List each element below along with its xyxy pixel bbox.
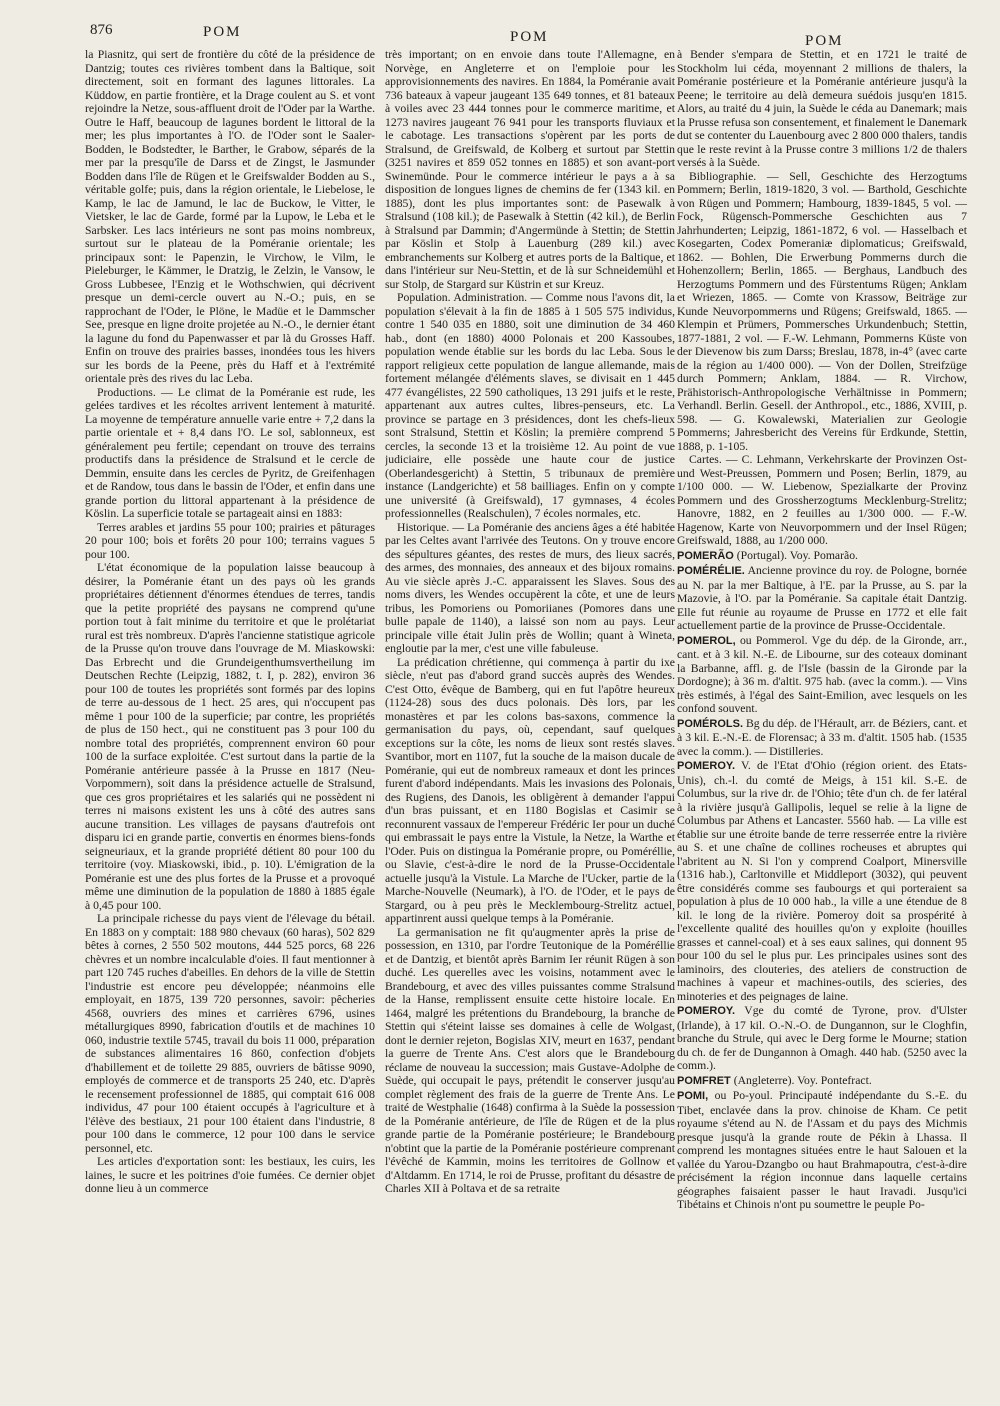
- entry-headword: POMEROL,: [677, 634, 736, 647]
- paragraph-history: Historique. — La Poméranie des anciens âges a été habitée par les Celtes avant l'arrivée des Teutons. On y trouve encore des sépultures géantes, des restes de murs, des lieux sacrés, des armes, des monnaies, des anneaux et des bijoux romains. Au vie siècle après J.-C. apparaissent les Slaves. Sous des noms divers, les Wendes occupèrent la côte, et une de leurs tribus, les Pomoriens ou Pomoriianes (Pomores dans une bulle papale de 1140), a laissé son nom au pays. Leur principale ville était Julin près de Wollin; quant à Wineta, engloutie par la mer, c'est une ville fabuleuse.: [385, 520, 675, 655]
- entry-text: (Angleterre). Voy. Pontefract.: [733, 1073, 872, 1087]
- paragraph-history-end: à Bender s'empara de Stettin, et en 1721 le traité de Stockholm lui céda, moyennant 2 millions de thalers, la Poméranie postérieure et la Poméranie antérieure jusqu'à la Peene; le territoire au delà demeura suédois jusqu'en 1815. Alors, au traité du 4 juin, la Suède le céda au Danemark; mais la Prusse refusa son consentement, et finalement le Danemark dut se contenter du Lauenbourg avec 2 800 000 thalers, tandis que le reste revint à la Prusse contre 3 millions 1/2 de thalers versés à la Suède.: [677, 48, 967, 169]
- paragraph-commerce: très important; on en envoie dans toute l'Allemagne, en Norvège, en Angleterre et on l'emploie pour les approvisionnements des navires. En 1884, la Poméranie avait 736 bateaux à vapeur jaugeant 135 649 tonnes, et 81 bateaux à voiles avec 23 444 tonnes pour le commerce maritime, et 1273 navires jaugeant 76 941 pour les transports fluviaux et le cabotage. Les transactions s'opèrent par les ports de Stralsund, de Greifswald, de Kolberg et surtout par Stettin (3251 navires et 859 052 tonnes en 1885) et son avant-port Swinemünde. Pour le commerce intérieur le pays a à sa disposition de longues lignes de chemins de fer (1343 kil. en 1885), dont les plus importantes sont: de Pasewalk à Stralsund (108 kil.); de Pasewalk à Stettin (42 kil.), de Berlin à Stralsund par Dammin; d'Angermünde à Stettin; de Stettin par Köslin et Stolp à Lauenburg (289 kil.) avec embranchements sur Kolberg et autres ports de la Baltique, et dans l'intérieur sur Neu-Stettin, et de là sur Schneidemühl et sur Stolp, de Stargard sur Küstrin et sur Kreuz.: [385, 48, 675, 291]
- column-left: [85, 48, 375, 1393]
- paragraph-rivers-lagoons: la Piasnitz, qui sert de frontière du côté de la présidence de Dantzig; toutes ces rivières tombent dans la Baltique, soit directement, soit en formant des lagunes littorales. La Küddow, en partie frontière, et la Drage coulent au S. et vont rejoindre la Netze, sous-affluent droit de l'Oder par la Warthe. Outre le Haff, beaucoup de lagunes bordent le littoral de la mer; les plus importantes à l'O. de l'Oder sont le Saaler-Bodden, le Bodstedter, le Barther, le Grabow, séparés de la mer par la presqu'île de Darss et de Zingst, le Jasmunder Bodden dans l'île de Rügen et le Greifswalder Bodden au S., véritable golfe; puis, dans la région orientale, le Liebelose, le Kamp, le lac de Jamund, le lac de Buckow, le Vitter, le Vietsker, le lac de Garde, formé par la Lupow, le Leba et le Sarbsker. Les lacs intérieurs ne sont pas moins nombreux, surtout sur le plateau de la Poméranie orientale; les principaux sont: le Papenzin, le Virchow, le Vilm, le Pieleburger, le Kämmer, le Dratzig, le Zelzin, le Vansow, le Gross Lubbesee, l'Enzig et le Wothschwien, qui décrivent presque un demi-cercle ouvert au N.-O.; puis, en se rapprochant de l'Oder, le Plöne, le Madüe et le Dammscher See, presque en ligne droite projetée au N.-O., le dernier étant la lagune du fond du Papenwasser et par là du Grosses Haff. Enfin on trouve des prairies basses, inondées tous les hivers sur les bords de la Peene, près du Haff et à l'extrémité orientale près des rives du lac Leba.: [85, 48, 375, 385]
- entry-pomerelie: [677, 564, 967, 633]
- paragraph-christianization: La prédication chrétienne, qui commença à partir du ixe siècle, n'eut pas d'abord grand succès auprès des Wendes. C'est Otto, évêque de Bamberg, qui en fut l'apôtre heureux (1124-28) sous des ducs polonais. Dès lors, par les monastères et par les colons bas-saxons, commence la germanisation du pays, où, cependant, sauf quelques exceptions sur la côte, les noms de lieux sont restés slaves. Svantibor, mort en 1107, fut la souche de la maison ducale de Poméranie, qui eut de nombreux rameaux et dont les princes furent d'abord indépendants. Mais les invasions des Polonais, des Rugiens, des Danois, les obligèrent à demander l'appui d'un bras puissant, et en 1180 Bogislas et Casimir se reconnurent vassaux de l'empereur Frédéric Ier pour un duché qui embrassait le pays entre la Vistule, la Netze, la Warthe et l'Oder. Puis on distingua la Poméranie propre, ou Poméréllie, ou Slavie, c'est-à-dire le nord de la Prusse-Occidentale actuelle jusqu'à la Vistule. La Marche de l'Ucker, partie de la Marche-Nouvelle (Neumark), à l'O. de l'Oder, et le pays de Stargard, ou à peu près le Mecklembourg-Strelitz actuel, appartinrent aussi quelque temps à la Poméranie.: [385, 655, 675, 925]
- paragraph-exports: Les articles d'exportation sont: les bestiaux, les cuirs, les laines, le sucre et les poitrines d'oie fumées. Ce dernier objet donne lieu à un commerce: [85, 1155, 375, 1195]
- entry-headword: POMI,: [677, 1090, 709, 1102]
- entry-pomi: [677, 1089, 967, 1212]
- entry-headword: POMERÃO: [677, 549, 734, 562]
- entry-text: (Portugal). Voy. Pomarão.: [736, 548, 858, 562]
- entry-pomeroy-ohio: [677, 759, 967, 1003]
- entry-pomeroy-tyrone: [677, 1004, 967, 1073]
- column-center: [385, 48, 675, 1393]
- entry-text: Vge du comté de Tyrone, prov. d'Ulster (Irlande), à 17 kil. O.-N.-O. de Dungannon, sur le Cloghfin, branche du Strule, qui avec le Derg forme le Mourne; station du ch. de fer de Dungannon à Omagh. 440 hab. (5250 avec la comm.).: [677, 1004, 967, 1072]
- entry-text: ou Po-youl. Principauté indépendante du S.-E. du Tibet, enclavée dans la prov. chinoise de Kham. Ce petit royaume s'étend au N. de l'Assam et du pays des Michmis presque jusqu'à la grande route de Pékin à Lhassa. Il comprend les montagnes situées entre le haut Salouen et la vallée du Yarou-Dzangbo ou haut Brahmapoutra, c'est-à-dire précisément la région inconnue dans laquelle certains géographes faisaient passer le haut Iravadi. Jusqu'ici Tibétains et Chinois n'ont pu soumettre le peuple Po-: [677, 1089, 967, 1211]
- entry-headword: POMEROY.: [677, 760, 736, 772]
- page-number: 876: [90, 22, 113, 38]
- paragraph-bibliography: Bibliographie. — Sell, Geschichte des Herzogtums Pommern; Berlin, 1819-1820, 3 vol. — Barthold, Geschichte von Rügen und Pommern; Hambourg, 1839-1845, 5 vol. — Fock, Rügensch-Pommersche Geschichten aus 7 Jahrhunderten; Leipzig, 1861-1872, 6 vol. — Hasselbach et Kosegarten, Codex Pomeraniæ diplomaticus; Greifswald, 1862. — Bohlen, Die Erwerbung Pommerns durch die Hohenzollern; Berlin, 1865. — Berghaus, Landbuch des Herzogtums Pommern und des Fürstentums Rügen; Anklam et Wriezen, 1865. — Comte von Krassow, Beiträge zur Kunde Neuvorpommerns und Rügens; Greifswald, 1865. — Klempin et Prümers, Pommersches Urkundenbuch; Stettin, 1877-1881, 2 vol. — F.-W. Lehmann, Pommerns Küste von der Dievenow bis zum Darss; Breslau, 1878, in-4° (avec carte de la région au 1/400 000). — Von der Dollen, Streifzüge durch Pommern; Anklam, 1884. — R. Virchow, Prähistorisch-Anthropologische Verhältnisse in Pommern; Verhandl. Berlin. Gesell. der Anthropol., etc., 1886, XVIII, p. 598. — G. Kowalewski, Materialien zur Geologie Pommerns; Jahresbericht des Vereins für Erdkunde, Stettin, 1888, p. 1-105.: [677, 169, 967, 453]
- entry-text: ou Pommerol. Vge du dép. de la Gironde, arr., cant. et à 3 kil. N.-E. de Libourne, sur des coteaux dominant la Barbanne, affl. g. de l'Isle (bassin de la Gironde par la Dordogne); à 36 m. d'altit. 975 hab. (avec la comm.). — Vins très estimés, à l'égal des Saint-Emilion, avec lesquels on les confond souvent.: [677, 633, 967, 715]
- entry-pomerols: [677, 717, 967, 759]
- running-head-right: POM: [805, 33, 844, 49]
- entry-pomerol: [677, 634, 967, 716]
- entry-headword: POMEROY.: [677, 1005, 736, 1017]
- entry-pomerao: [677, 549, 967, 564]
- entry-text: Ancienne province du roy. de Pologne, bornée au N. par la mer Baltique, à l'E. par la Prusse, au S. par la Mazovie, à l'O. par la Poméranie. Sa capitale était Dantzig. Elle fut réunie au royaume de Prusse en 1772 et elle fait actuellement partie de la province de Prusse-Occidentale.: [677, 564, 967, 632]
- entry-headword: POMFRET: [677, 1074, 731, 1087]
- column-right: [677, 48, 967, 1393]
- paragraph-germanization: La germanisation ne fit qu'augmenter après la prise de possession, en 1310, par l'ordre Teutonique de la Poméréllie et de Dantzig, et bientôt après Barnim Ier réunit Rügen à son duché. Les querelles avec les voisins, notamment avec le Brandebourg, et avec des villes puissantes comme Stralsund de la Hanse, remplissent ensuite cette histoire locale. En 1464, malgré les prétentions du Brandebourg, la branche de Stettin qui s'éteint laisse ses domaines à celle de Wolgast, dont le dernier rejeton, Bogislas XIV, meurt en 1637, pendant la guerre de Trente Ans. C'est alors que le Brandebourg réclame de nouveau la succession; mais Gustave-Adolphe de Suède, qui occupait le pays, prétendit le conserver jusqu'au complet règlement des frais de la guerre de Trente Ans. Le traité de Westphalie (1648) confirma à la Suède la possession de la Poméranie antérieure, de l'île de Rügen et de la plus grande partie de la Poméranie postérieure; le Brandebourg n'obtint que la partie de la Poméranie postérieure comprenant l'évêché de Kammin, moins les territoires de Gollnow et d'Altdamm. En 1714, le roi de Prusse, profitant du désastre de Charles XII à Poltava et de sa retraite: [385, 925, 675, 1195]
- paragraph-maps: Cartes. — C. Lehmann, Verkehrskarte der Provinzen Ost- und West-Preussen, Pommern und Posen; Berlin, 1879, au 1/100 000. — W. Liebenow, Spezialkarte der Provinz Pommern und des Grossherzogtums Mecklenburg-Strelitz; Hanovre, 1882, en 2 feuilles au 1/300 000. — F.-W. Hagenow, Karte von Neuvorpommern und der Insel Rügen; Greifswald, 1888, au 1/200 000.: [677, 453, 967, 547]
- paragraph-productions: Productions. — Le climat de la Poméranie est rude, les gelées tardives et les récoltes arrivent lentement à maturité. La moyenne de température annuelle varie entre + 7,2 dans la partie orientale et + 8,4 dans l'O. Le sol, sablonneux, est généralement peu fertile; cependant on trouve des terrains productifs dans la présidence de Stralsund et le cercle de Demmin, ensuite dans les cercles de Pyritz, de Greifenhagen et de Randow, tous dans le bassin de l'Oder, et enfin dans une grande portion du littoral appartenant à la présidence de Köslin. La superficie totale se partageait ainsi en 1883:: [85, 385, 375, 520]
- entry-headword: POMÉROLS.: [677, 717, 744, 730]
- paragraph-population: Population. Administration. — Comme nous l'avons dit, la population s'élevait à la fin de 1885 à 1 505 575 individus, contre 1 540 035 en 1880, soit une diminution de 34 460 hab., dont (en 1880) 4000 Polonais et 200 Kassoubes, population wende établie sur les bords du lac Leba. Sous le rapport religieux cette population de langue allemande, mais fortement mélangée d'éléments slaves, se divisait en 1 445 477 évangélistes, 22 590 catholiques, 13 291 juifs et le reste, appartenant aux autres cultes, libres-penseurs, etc. La province se partage en 3 présidences, dont les chefs-lieux sont Stralsund, Stettin et Köslin; la première comprend 5 cercles, la seconde 13 et la troisième 12. Au point de vue judiciaire, elle possède une haute cour de justice (Oberlandesgericht) à Stettin, 5 tribunaux de première instance (Landgerichte) et 58 bailliages. Enfin on y compte une université (à Greifswald), 17 gymnases, 4 écoles professionnelles (Realschulen), 7 écoles normales, etc.: [385, 291, 675, 520]
- entry-text: V. de l'Etat d'Ohio (région orient. des Etats-Unis), ch.-l. du comté de Meigs, à 151 kil. S.-E. de Columbus, sur la rive dr. de l'Ohio; tête d'un ch. de fer latéral à la rivière jusqu'à Gallipolis, lequel se relie à la ligne de Columbus par Athens et Lancaster. 5560 hab. — La ville est établie sur une étroite bande de terre resserrée entre la rivière au S. et une chaîne de collines rocheuses et abruptes qui l'abritent au N. Si l'on y comprend Coalport, Minersville (1316 hab.), Carltonville et Middleport (3032), qui peuvent être considérés comme ses faubourgs et qui porteraient sa population à plus de 10 000 hab., la ville a une étendue de 8 kil. le long de la rivière. Pomeroy doit sa prospérité à l'excellente qualité des houilles qu'on y exploite (houilles grasses et cannel-coal) et à ses eaux salines, qui donnent 95 pour 100 du sel le plus pur. Les principales usines sont des laminoirs, des clouteries, des ateliers de construction de machines à vapeur et machines-outils, des scieries, des minoteries et des peignages de laine.: [677, 759, 967, 1003]
- running-head-center: POM: [510, 29, 549, 45]
- paragraph-economic-state: L'état économique de la population laisse beaucoup à désirer, la Poméranie étant un des pays où les grands propriétaires détiennent d'énormes étendues de terres, tandis que la petite propriété des paysans ne comprend qu'une portion tout à fait minime du territoire et que le prolétariat rural est très nombreux. D'après l'ancienne statistique agricole de la Prusse qu'on trouve dans l'ouvrage de M. Miaskowski: Das Erbrecht und die Grundeigenthumsvertheilung im Deutschen Rechte (Leipzig, 1882, t. I, p. 282), environ 36 pour 100 de toutes les propriétés sont formés par des lopins de terre au-dessous de 1 hect. 25 ares, qui n'occupent pas même 1 pour 100 de la superficie; par contre, les propriétés de plus de 150 hect., qui ne constituent pas 3 pour 100 du nombre total des propriétés, comprennent environ 60 pour 100 de la surface exploitée. C'est surtout dans la partie de la Poméranie antérieure passée à la Prusse en 1817 (Neu-Vorpommern), soit dans la présidence actuelle de Stralsund, que ces gros propriétaires et les salariés qui ne possèdent ni terres ni maisons existent les uns à côté des autres sans aucune transition. Les villages de paysans d'autrefois ont disparu ici en grande partie, convertis en énormes biens-fonds seigneuriaux, et la grande propriété détient 80 pour 100 du territoire (voy. Miaskowski, ibid., p. 10). L'émigration de la Poméranie est une des plus fortes de la Prusse et a provoqué même une diminution de la population de 1880 à 1885 égale à 0,45 pour 100.: [85, 561, 375, 912]
- paragraph-land-use: Terres arables et jardins 55 pour 100; prairies et pâturages 20 pour 100; bois et forêts 20 pour 100; terrains vagues 5 pour 100.: [85, 520, 375, 561]
- entry-pomfret: [677, 1074, 967, 1089]
- entry-text: Bg du dép. de l'Hérault, arr. de Béziers, cant. et à 3 kil. E.-N.-E. de Florensac; à 33 m. d'altit. 1505 hab. (1535 avec la comm.). — Distilleries.: [677, 716, 967, 758]
- paragraph-livestock-industry: La principale richesse du pays vient de l'élevage du bétail. En 1883 on y comptait: 188 980 chevaux (60 haras), 502 829 bêtes à cornes, 2 550 502 moutons, 444 525 porcs, 68 226 chèvres et un nombre incalculable d'oies. Il faut mentionner à part 120 745 ruches d'abeilles. En dehors de la ville de Stettin l'industrie est encore peu développée; néanmoins elle employait, en 1875, 139 720 personnes, savoir: pêcheries 4568, ouvriers des mines et carrières 6796, usines métallurgiques 8990, fabrication d'outils et de machines 10 060, industrie textile 5745, travail du bois 11 000, préparation de substances alimentaires 16 860, confection d'objets d'habillement et de toilette 29 885, ouvriers de bâtisse 9090, employés de commerce et de transports 25 240, etc. D'après le recensement professionnel de 1885, qui comptait 616 008 individus, 47 pour 100 étaient occupés à l'agriculture et à l'élève des bestiaux, 21 pour 100 étaient dans l'industrie, 8 pour 100 dans le commerce, 12 pour 100 dans le service personnel, etc.: [85, 912, 375, 1155]
- running-head-left: POM: [203, 24, 242, 40]
- entry-headword: POMÉRÉLIE.: [677, 565, 745, 577]
